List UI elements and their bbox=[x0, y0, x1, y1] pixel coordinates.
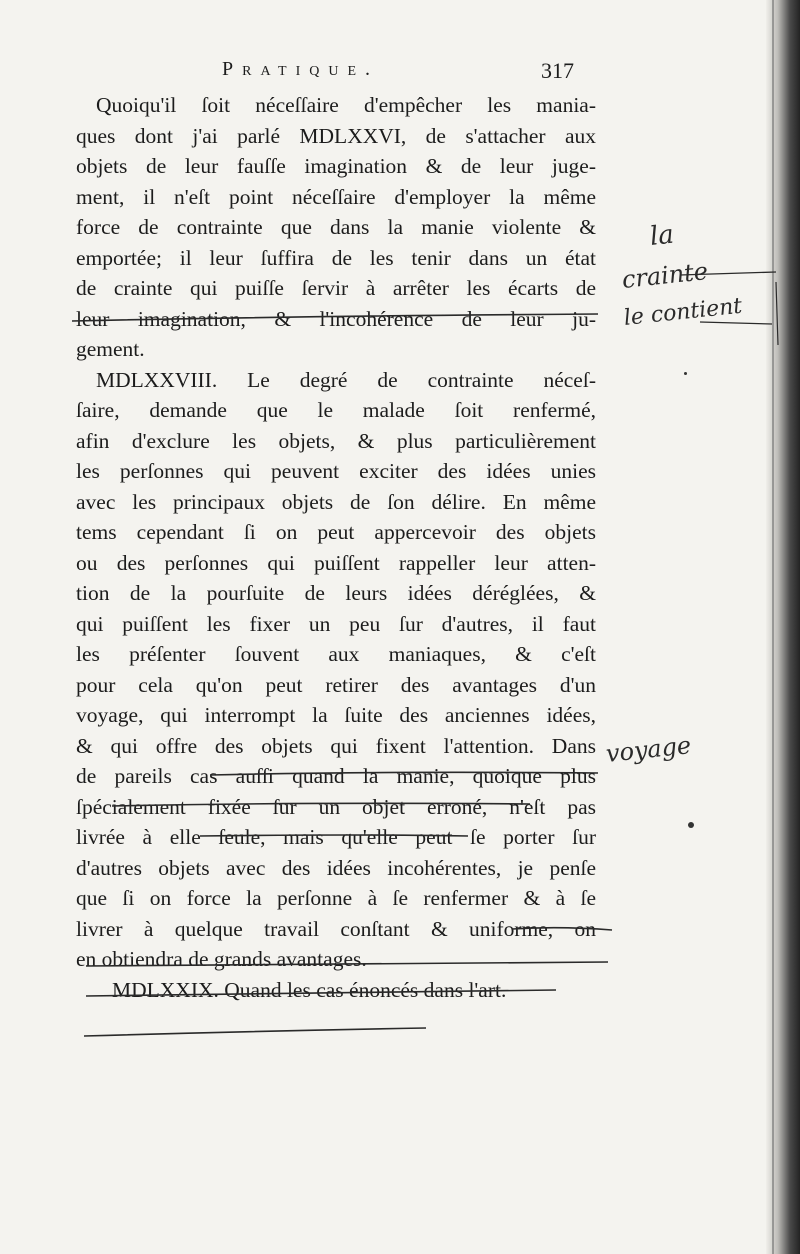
text-line: les préſenter ſouvent aux maniaques, & c'eſt bbox=[76, 642, 596, 666]
ink-spot bbox=[684, 372, 687, 375]
text-line: ques dont j'ai parlé MDLXXVI, de s'attacher aux bbox=[76, 123, 596, 148]
underline-mark bbox=[84, 1028, 426, 1036]
page-number: 317 bbox=[541, 58, 574, 83]
text-line: afin d'exclure les objets, & plus particulièrement bbox=[76, 428, 596, 453]
text-line: que ſi on force la perſonne à ſe renfermer & à ſe bbox=[76, 886, 596, 910]
margin-note: le contient bbox=[622, 293, 744, 331]
text-line: MDLXXVIII. Le degré de contrainte néceſ- bbox=[96, 367, 596, 392]
body-text bbox=[76, 90, 596, 1005]
text-line: MDLXXIX. Quand les cas énoncés dans l'art. bbox=[112, 977, 507, 1002]
ink-spot bbox=[688, 822, 694, 828]
text-line: tion de la pourſuite de leurs idées déréglées, & bbox=[76, 581, 596, 605]
margin-note: crainte bbox=[620, 257, 710, 294]
text-line: pour cela qu'on peut retirer des avantages d'un bbox=[76, 672, 596, 697]
text-line: en obtiendra de grands avantages. bbox=[76, 947, 367, 971]
text-line: livrer à quelque travail conſtant & uniforme, on bbox=[76, 916, 596, 941]
running-head bbox=[0, 58, 766, 88]
text-line: ou des perſonnes qui puiſſent rappeller leur atten- bbox=[76, 550, 596, 575]
text-line: livrée à elle ſeule, mais qu'elle peut ſe porter ſur bbox=[76, 825, 596, 849]
text-line: avec les principaux objets de ſon délire. En même bbox=[76, 489, 596, 514]
text-line: & qui offre des objets qui fixent l'attention. Dans bbox=[76, 733, 596, 758]
margin-stroke bbox=[700, 322, 772, 324]
text-line: les perſonnes qui peuvent exciter des idées unies bbox=[76, 459, 596, 483]
text-line: ſaire, demande que le malade ſoit renfermé, bbox=[76, 398, 596, 422]
text-line: gement. bbox=[76, 337, 145, 361]
margin-note: la bbox=[648, 219, 676, 252]
text-line: qui puiſſent les fixer un peu ſur d'autres, il faut bbox=[76, 611, 596, 636]
text-line: leur imagination, & l'incohérence de leur ju- bbox=[76, 306, 596, 331]
text-line: voyage, qui interrompt la ſuite des anciennes idées, bbox=[76, 703, 596, 727]
text-line: emportée; il leur ſuffira de les tenir dans un état bbox=[76, 245, 596, 270]
text-line: Quoiqu'il ſoit néceſſaire d'empêcher les mania- bbox=[96, 93, 596, 117]
margin-note: voyage bbox=[604, 731, 693, 768]
text-line: d'autres objets avec des idées incohérentes, je penſe bbox=[76, 855, 596, 880]
running-title: Pratique. bbox=[222, 58, 380, 80]
text-line: de crainte qui puiſſe ſervir à arrêter les écarts de bbox=[76, 276, 596, 300]
binding-edge bbox=[772, 0, 774, 1254]
text-line: ſpécialement fixée ſur un objet erroné, n'eſt pas bbox=[76, 794, 596, 819]
text-line: force de contrainte que dans la manie violente & bbox=[76, 215, 596, 239]
text-line: objets de leur fauſſe imagination & de leur juge- bbox=[76, 154, 596, 178]
text-line: ment, il n'eſt point néceſſaire d'employer la même bbox=[76, 184, 596, 209]
text-line: tems cependant ſi on peut appercevoir des objets bbox=[76, 520, 596, 544]
text-line: de pareils cas auſſi quand la manie, quoique plus bbox=[76, 764, 596, 788]
